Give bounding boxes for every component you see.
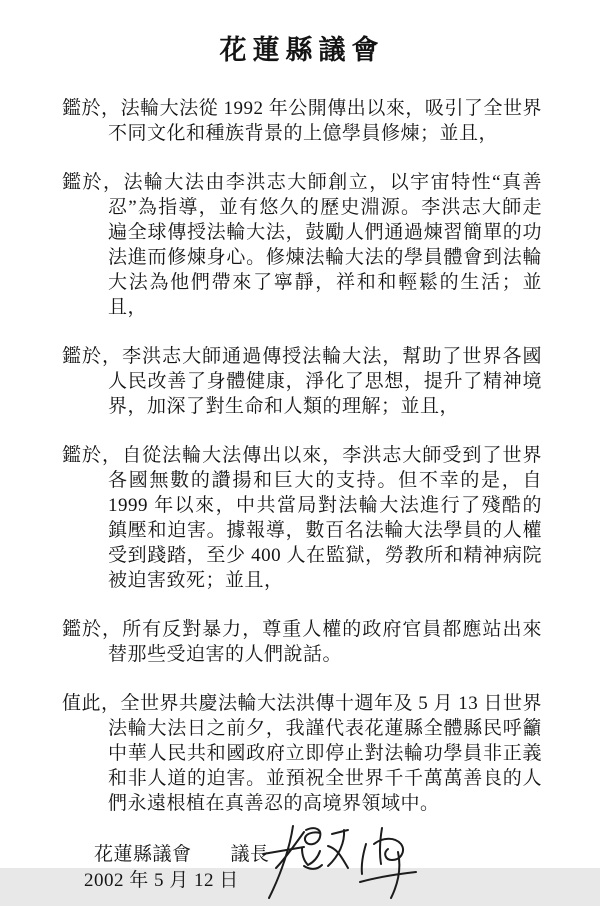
paragraph-proclamation: 值此，全世界共慶法輪大法洪傳十週年及 5 月 13 日世界法輪大法日之前夕，我謹代表花蓮縣全體縣民呼籲中華人民共和國政府立即停止對法輪功學員非正義和非人道的迫害。並預祝全世界千千萬萬善良的人們永遠根植在真善忍的高境界領域中。 [62, 693, 543, 814]
handwritten-signature [260, 820, 430, 906]
paragraph-whereas-1: 鑑於，法輪大法從 1992 年公開傳出以來，吸引了全世界不同文化和種族背景的上億學員修煉；並且， [62, 98, 542, 144]
document-date: 2002 年 5 月 12 日 [84, 870, 239, 891]
signer-org-and-role: 花蓮縣議會 議長 [94, 844, 270, 865]
paragraph-whereas-3: 鑑於，李洪志大師通過傳授法輪大法，幫助了世界各國人民改善了身體健康，淨化了思想，提升了精神境界，加深了對生命和人類的理解；並且， [62, 346, 542, 417]
document-title: 花蓮縣議會 [219, 35, 385, 65]
paragraph-whereas-4: 鑑於，自從法輪大法傳出以來，李洪志大師受到了世界各國無數的讚揚和巨大的支持。但不幸的是，自 1999 年以來，中共當局對法輪大法進行了殘酷的鎮壓和迫害。據報導，數百名法輪大法學員的人權受到踐踏，至少 400 人在監獄，勞教所和精神病院被迫害致死；並且， [62, 445, 542, 591]
closing-block [62, 842, 542, 894]
paragraph-whereas-2: 鑑於，法輪大法由李洪志大師創立，以宇宙特性“真善忍”為指導，並有悠久的歷史淵源。李洪志大師走遍全球傳授法輪大法，鼓勵人們通過煉習簡單的功法進而修煉身心。修煉法輪大法的學員體會到法輪大法為他們帶來了寧靜，祥和和輕鬆的生活；並且， [62, 172, 542, 318]
paragraph-whereas-5: 鑑於，所有反對暴力，尊重人權的政府官員都應站出來替那些受迫害的人們說話。 [62, 619, 542, 665]
